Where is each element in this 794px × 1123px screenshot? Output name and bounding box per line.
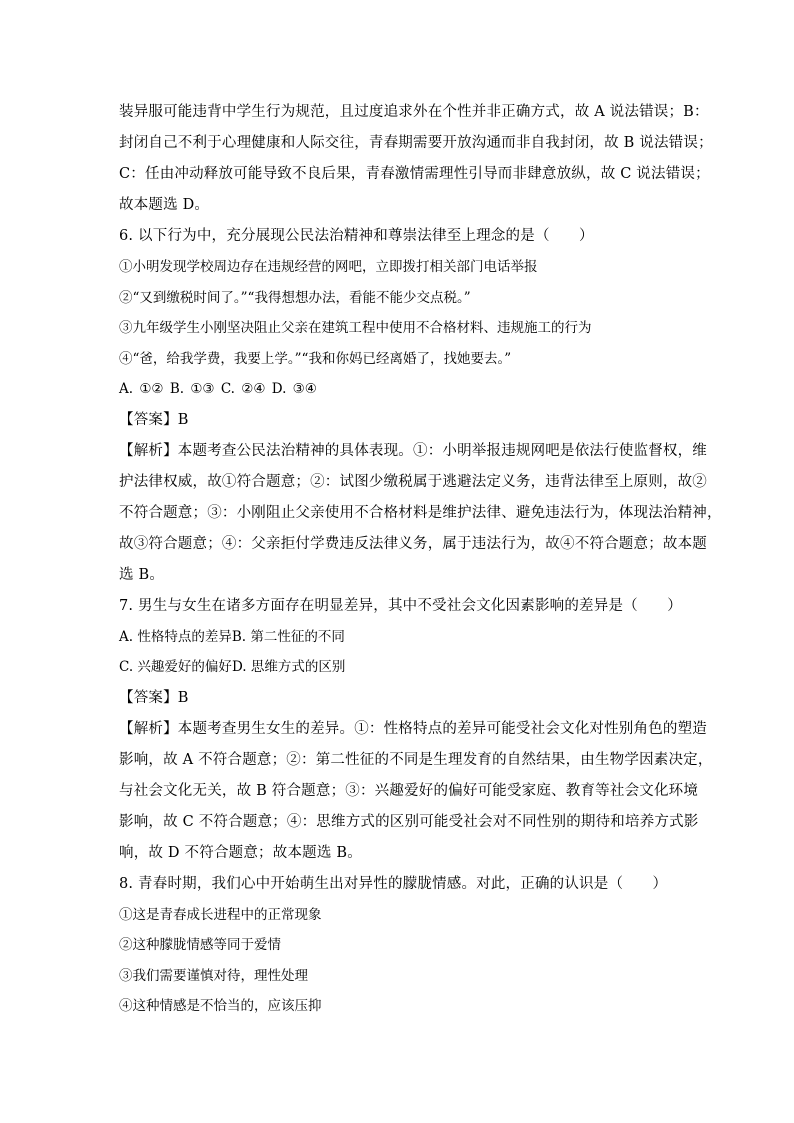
question-8 [119,869,689,1022]
question-stem: 7. 男生与女生在诸多方面存在明显差异，其中不受社会文化因素影响的差异是（ ） [119,597,682,614]
analysis-line: 影响，故 C 不符合题意；④：思维方式的区别可能受社会对不同性别的期待和培养方式影 [119,813,699,830]
answer-options-row [119,622,689,653]
statement-item: ①小明发现学校周边存在违规经营的网吧，立即拨打相关部门电话举报 [119,259,538,275]
statement-item: ③九年级学生小刚坚决阻止父亲在建筑工程中使用不合格材料、违规施工的行为 [119,320,592,336]
answer-options-row [119,652,689,683]
question-stem: 8. 青春时期，我们心中开始萌生出对异性的朦胧情感。对此，正确的认识是（ ） [119,875,668,892]
option-c: C. 兴趣爱好的偏好 [119,659,232,675]
analysis-line: 不符合题意；③：小刚阻止父亲使用不合格材料是维护法律、避免违法行为，体现法治精神， [119,504,722,521]
question-stem: 6. 以下行为中，充分展现公民法治精神和尊崇法律至上理念的是（ ） [119,228,594,244]
answer-label: 【答案】B [119,689,189,706]
statement-item: ②“又到缴税时间了。”“我得想想办法，看能不能少交点税。” [119,289,471,306]
option-a: A. 性格特点的差异 [119,628,232,645]
text-line: 故本题选 D。 [119,197,210,213]
statement-item: ①这是青春成长进程中的正常现象 [119,906,322,923]
analysis-line: 影响，故 A 不符合题意；②：第二性征的不同是生理发育的自然结果，由生物学因素决定， [119,751,713,768]
question-7 [119,591,713,869]
analysis-line: 【解析】本题考查公民法治精神的具体表现。①：小明举报违规网吧是依法行使监督权，维 [119,442,707,459]
statement-item: ④“爸，给我学费，我要上学。”“我和你妈已经离婚了，找她要去。” [119,350,512,367]
statement-item: ②这种朦胧情感等同于爱情 [119,937,281,953]
text-line: 封闭自己不利于心理健康和人际交往，青春期需要开放沟通而非自我封闭，故 B 说法错误； [119,135,713,151]
analysis-line: 护法律权威，故①符合题意；②：试图少缴税属于逃避法定义务，违背法律至上原则，故② [119,473,707,490]
option-d: D. 思维方式的区别 [231,659,346,675]
document-page [119,97,722,1022]
answer-label: 【答案】B [119,411,189,428]
analysis-line: 响，故 D 不符合题意；故本题选 B。 [119,844,362,861]
question-6 [119,221,722,591]
text-line: C：任由冲动释放可能导致不良后果，青春激情需理性引导而非肆意放纵，故 C 说法错误； [119,166,710,182]
statement-item: ④这种情感是不恰当的，应该压抑 [119,998,322,1014]
text-line: 装异服可能违背中学生行为规范，且过度追求外在个性并非正确方式，故 A 说法错误；B： [119,104,709,120]
previous-analysis-continuation [119,97,713,221]
analysis-line: 【解析】本题考查男生女生的差异。①：性格特点的差异可能受社会文化对性别角色的塑造 [119,720,707,737]
option-b: B. 第二性征的不同 [231,628,345,645]
answer-options: A. ①② B. ①③ C. ②④ D. ③④ [119,381,317,397]
statement-item: ③我们需要谨慎对待，理性处理 [119,967,308,984]
analysis-line: 选 B。 [119,566,165,583]
analysis-line: 与社会文化无关，故 B 符合题意；③：兴趣爱好的偏好可能受家庭、教育等社会文化环境 [119,782,699,799]
analysis-line: 故③符合题意；④：父亲拒付学费违反法律义务，属于违法行为，故④不符合题意；故本题 [119,535,707,552]
